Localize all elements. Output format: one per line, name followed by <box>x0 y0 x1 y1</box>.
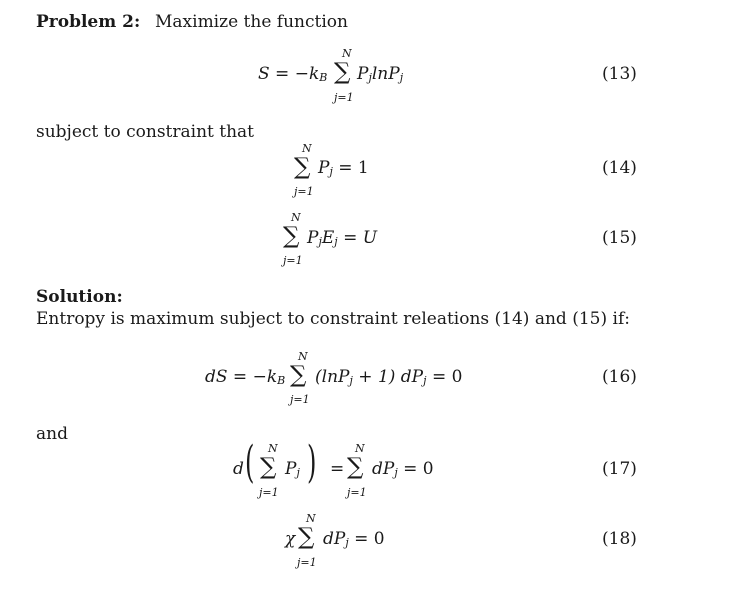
eq14-sum-upper: N <box>302 142 312 155</box>
eq17-inner-sum-sign: ∑ <box>260 454 277 480</box>
eq14-body: P <box>318 158 330 178</box>
eq16-body-sub: j <box>349 374 353 387</box>
eq17-sum-upper: N <box>355 442 365 455</box>
eq13-term-sub: j <box>368 71 372 84</box>
eq13-term: P <box>357 64 369 84</box>
eq17-number: (17) <box>602 459 637 479</box>
eq15-body-sub: j <box>318 235 322 248</box>
solution-text: Entropy is maximum subject to constraint releations (14) and (15) if: <box>36 309 630 329</box>
eq16-body2-sub: j <box>423 374 427 387</box>
eq13-number: (13) <box>602 64 637 84</box>
eq14-rhs: = 1 <box>332 158 369 178</box>
eq17-left-paren: ( <box>245 437 255 488</box>
eq14-sum-sign: ∑ <box>294 154 311 180</box>
eq17-inner-sum-upper: N <box>268 442 278 455</box>
eq17-sum-lower: j=1 <box>347 486 367 499</box>
eq14-body-sub: j <box>329 165 333 178</box>
eq17-inner-sum-lower: j=1 <box>259 486 279 499</box>
eq18-body-sub: j <box>345 536 349 549</box>
eq13-sum-lower: j=1 <box>334 91 354 104</box>
eq14-number: (14) <box>602 158 637 178</box>
eq17-rhs: = 0 <box>397 459 434 479</box>
eq15-body2: E <box>321 228 335 248</box>
eq15-number: (15) <box>602 228 637 248</box>
eq18-chi: χ <box>285 529 296 549</box>
problem-statement: Maximize the function <box>155 12 348 32</box>
eq16-lhs: dS = −k <box>205 367 278 387</box>
eq18-sum-upper: N <box>306 512 316 525</box>
eq16-sum-upper: N <box>298 350 308 363</box>
eq17-inner-body: P <box>285 459 297 479</box>
eq13-sum-upper: N <box>342 47 352 60</box>
eq13-term2: lnP <box>371 64 400 84</box>
eq13-term2-sub: j <box>399 71 404 84</box>
eq15-rhs: = U <box>337 228 378 248</box>
eq16-body2: + 1) dP <box>352 367 424 387</box>
eq17-right-paren: ) <box>307 437 317 488</box>
eq17-equals: = <box>330 459 345 479</box>
eq18-sum-lower: j=1 <box>297 556 317 569</box>
solution-label: Solution: <box>36 287 123 307</box>
eq13-sum-sign: ∑ <box>334 59 351 85</box>
eq17-body: dP <box>372 459 395 479</box>
eq18-body: dP <box>323 529 346 549</box>
constraint-intro: subject to constraint that <box>36 122 255 142</box>
eq16-sum-sign: ∑ <box>290 362 307 388</box>
eq17-body-sub: j <box>394 466 398 479</box>
eq17-inner-sub: j <box>296 466 300 479</box>
eq16-number: (16) <box>602 367 637 387</box>
eq18-rhs: = 0 <box>348 529 385 549</box>
eq15-body2-sub: j <box>334 235 338 248</box>
eq15-body: P <box>307 228 319 248</box>
and-word: and <box>36 424 68 444</box>
eq16-lhs-sub: B <box>277 374 286 387</box>
eq15-sum-sign: ∑ <box>283 223 300 249</box>
eq16-body: (lnP <box>315 367 350 387</box>
eq15-sum-lower: j=1 <box>283 254 303 267</box>
eq15-sum-upper: N <box>291 211 301 224</box>
eq18-sum-sign: ∑ <box>298 524 315 550</box>
eq16-rhs: = 0 <box>426 367 463 387</box>
eq17-d: d <box>233 459 244 479</box>
eq13-lhs: S = −k <box>258 64 320 84</box>
eq13-lhs-sub: B <box>319 71 328 84</box>
problem-label: Problem 2: <box>36 12 141 32</box>
eq16-sum-lower: j=1 <box>290 393 310 406</box>
eq18-number: (18) <box>602 529 637 549</box>
eq17-sum-sign: ∑ <box>347 454 364 480</box>
eq14-sum-lower: j=1 <box>294 185 314 198</box>
